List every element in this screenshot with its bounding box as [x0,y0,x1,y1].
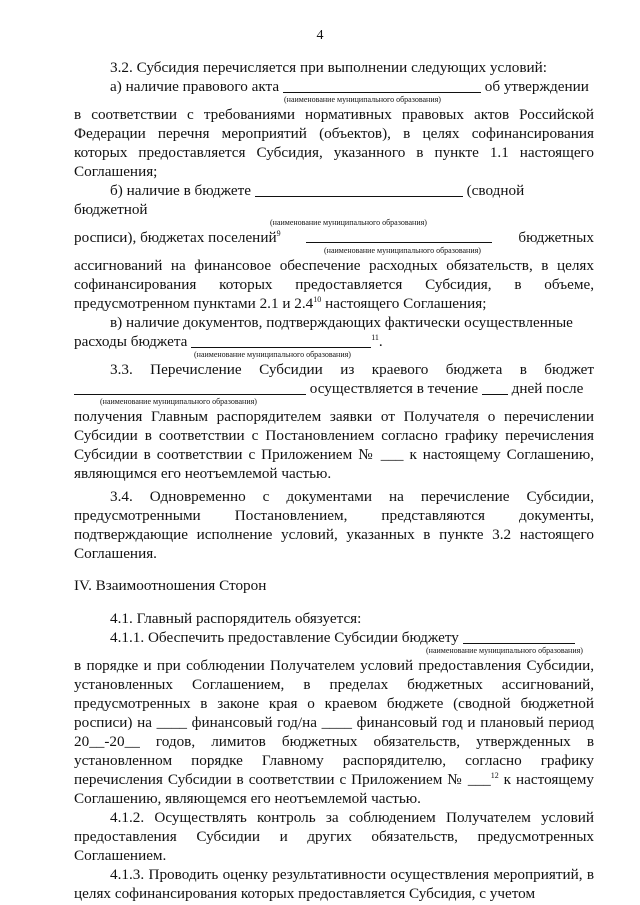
clause-3-2-v-line: расходы бюджета $^{11}$. [74,332,383,350]
clause-4-1-1-line [74,628,594,647]
caption-municipal: (наименование муниципального образования) [284,95,441,104]
clause-3-2-b-line2-suffix: бюджетных [518,229,594,246]
caption-municipal: (наименование муниципального образования) [100,397,257,406]
clause-4-1-1-prefix: 4.1.1. Обеспечить предоставление Субсидии бюджету [110,629,459,646]
clause-3-2-b-prefix: б) наличие в бюджете [110,182,252,199]
clause-3-2-b-suffix: (сводной бюджетной [74,182,525,218]
clause-4-1-2-text: 4.1.2. Осуществлять контроль за соблюдением Получателем условий предоставления Субсидии и других обязательств, предусмотренных Соглашением. [74,809,594,864]
clause-3-3-line2-end: дней после [511,380,584,397]
footnote-9: 9 [276,228,281,238]
clause-3-2-b-text: ассигнований на финансовое обеспечение расходных обязательств, в целях софинансирования которых предоставляется Субсидия, в объеме, предусмотренном пунктами 2.1 и $2.4^{10}$ настоящего Соглашения; [74,257,594,312]
document-body [74,58,594,903]
clause-3-2-b-line2-prefix: росписи), бюджетах поселений [74,229,277,246]
clause-3-2-v-text: в) наличие документов, подтверждающих фактически осуществленные [110,314,573,331]
page-number: 4 [316,28,324,43]
blank-days[interactable] [482,380,508,395]
clause-3-3-text: получения Главным распорядителем заявки от Получателя о перечислении Субсидии в соответствии с Постановлением согласно графику перечисления Субсидии в соответствии с Приложением № ___ к настоящему Соглашению, являющимся его неотъемлемой частью. [74,408,594,482]
blank-subsidy-budget[interactable] [463,629,575,644]
clause-3-3-line2 [74,379,594,398]
section-4-heading: IV. Взаимоотношения Сторон [74,577,267,594]
caption-municipal: (наименование муниципального образования) [194,350,351,359]
clause-3-2-b-line2 [74,228,594,247]
blank-legal-act[interactable] [283,78,481,93]
clause-4-1-3-text: 4.1.3. Проводить оценку результативности осуществления мероприятий, в целях софинансирования которых предоставляется Субсидия, с учетом [74,866,594,902]
caption-municipal: (наименование муниципального образования) [426,646,583,655]
footnote-10: 10 [313,294,322,304]
clause-3-2-a-suffix: об утверждении [484,78,589,95]
clause-3-2-a-line [74,77,594,96]
clause-3-2-v-prefix: расходы бюджета [74,333,188,350]
blank-expenses-budget[interactable] [191,333,371,348]
caption-municipal: (наименование муниципального образования) [324,246,481,255]
clause-3-2-intro: 3.2. Субсидия перечисляется при выполнении следующих условий: [110,59,548,76]
clause-3-4-text: 3.4. Одновременно с документами на перечисление Субсидии, предусмотренными Постановлением, представляются документы, подтверждающие исполнение условий, указанных в пункте 3.2 настоящего Соглашения. [74,488,594,562]
blank-budget[interactable] [255,182,463,197]
clause-4-1-1-text: в порядке и при соблюдении Получателем условий предоставления Субсидии, установленных Соглашением, в пределах бюджетных ассигнований, предусмотренных в законе края о краевом бюджете (сводной бюджетной росписи) на ____ финансовый год/на ____ финансовый год и плановый период 20__-20__ годов, лимитов бюджетных обязательств, утвержденных в установленном порядке Главному распорядителю, согласно графику перечисления Субсидии в соответствии с Приложением № ___$^{12}$ к настоящему Соглашению, являющемся его неотъемлемой частью. [74,657,594,807]
caption-municipal: (наименование муниципального образования) [270,218,427,227]
footnote-12: 12 [490,770,499,780]
clause-3-2-b-line [74,181,594,219]
clause-3-2-a-text: в соответствии с требованиями нормативных правовых актов Российской Федерации перечня мероприятий (объектов), в целях софинансирования которых предоставляется Субсидия, указанного в пункте 1.1 настоящего Соглашения; [74,106,594,180]
blank-settlements[interactable] [306,228,492,243]
clause-4-1-intro: 4.1. Главный распорядитель обязуется: [110,610,362,627]
clause-3-2-a-prefix: а) наличие правового акта [110,78,280,95]
clause-3-3-line2-suffix: осуществляется в течение [309,380,479,397]
clause-3-3-line1: 3.3. Перечисление Субсидии из краевого бюджета в бюджет [110,361,594,378]
blank-recipient-budget[interactable] [74,380,306,395]
footnote-11: 11 [371,332,379,342]
